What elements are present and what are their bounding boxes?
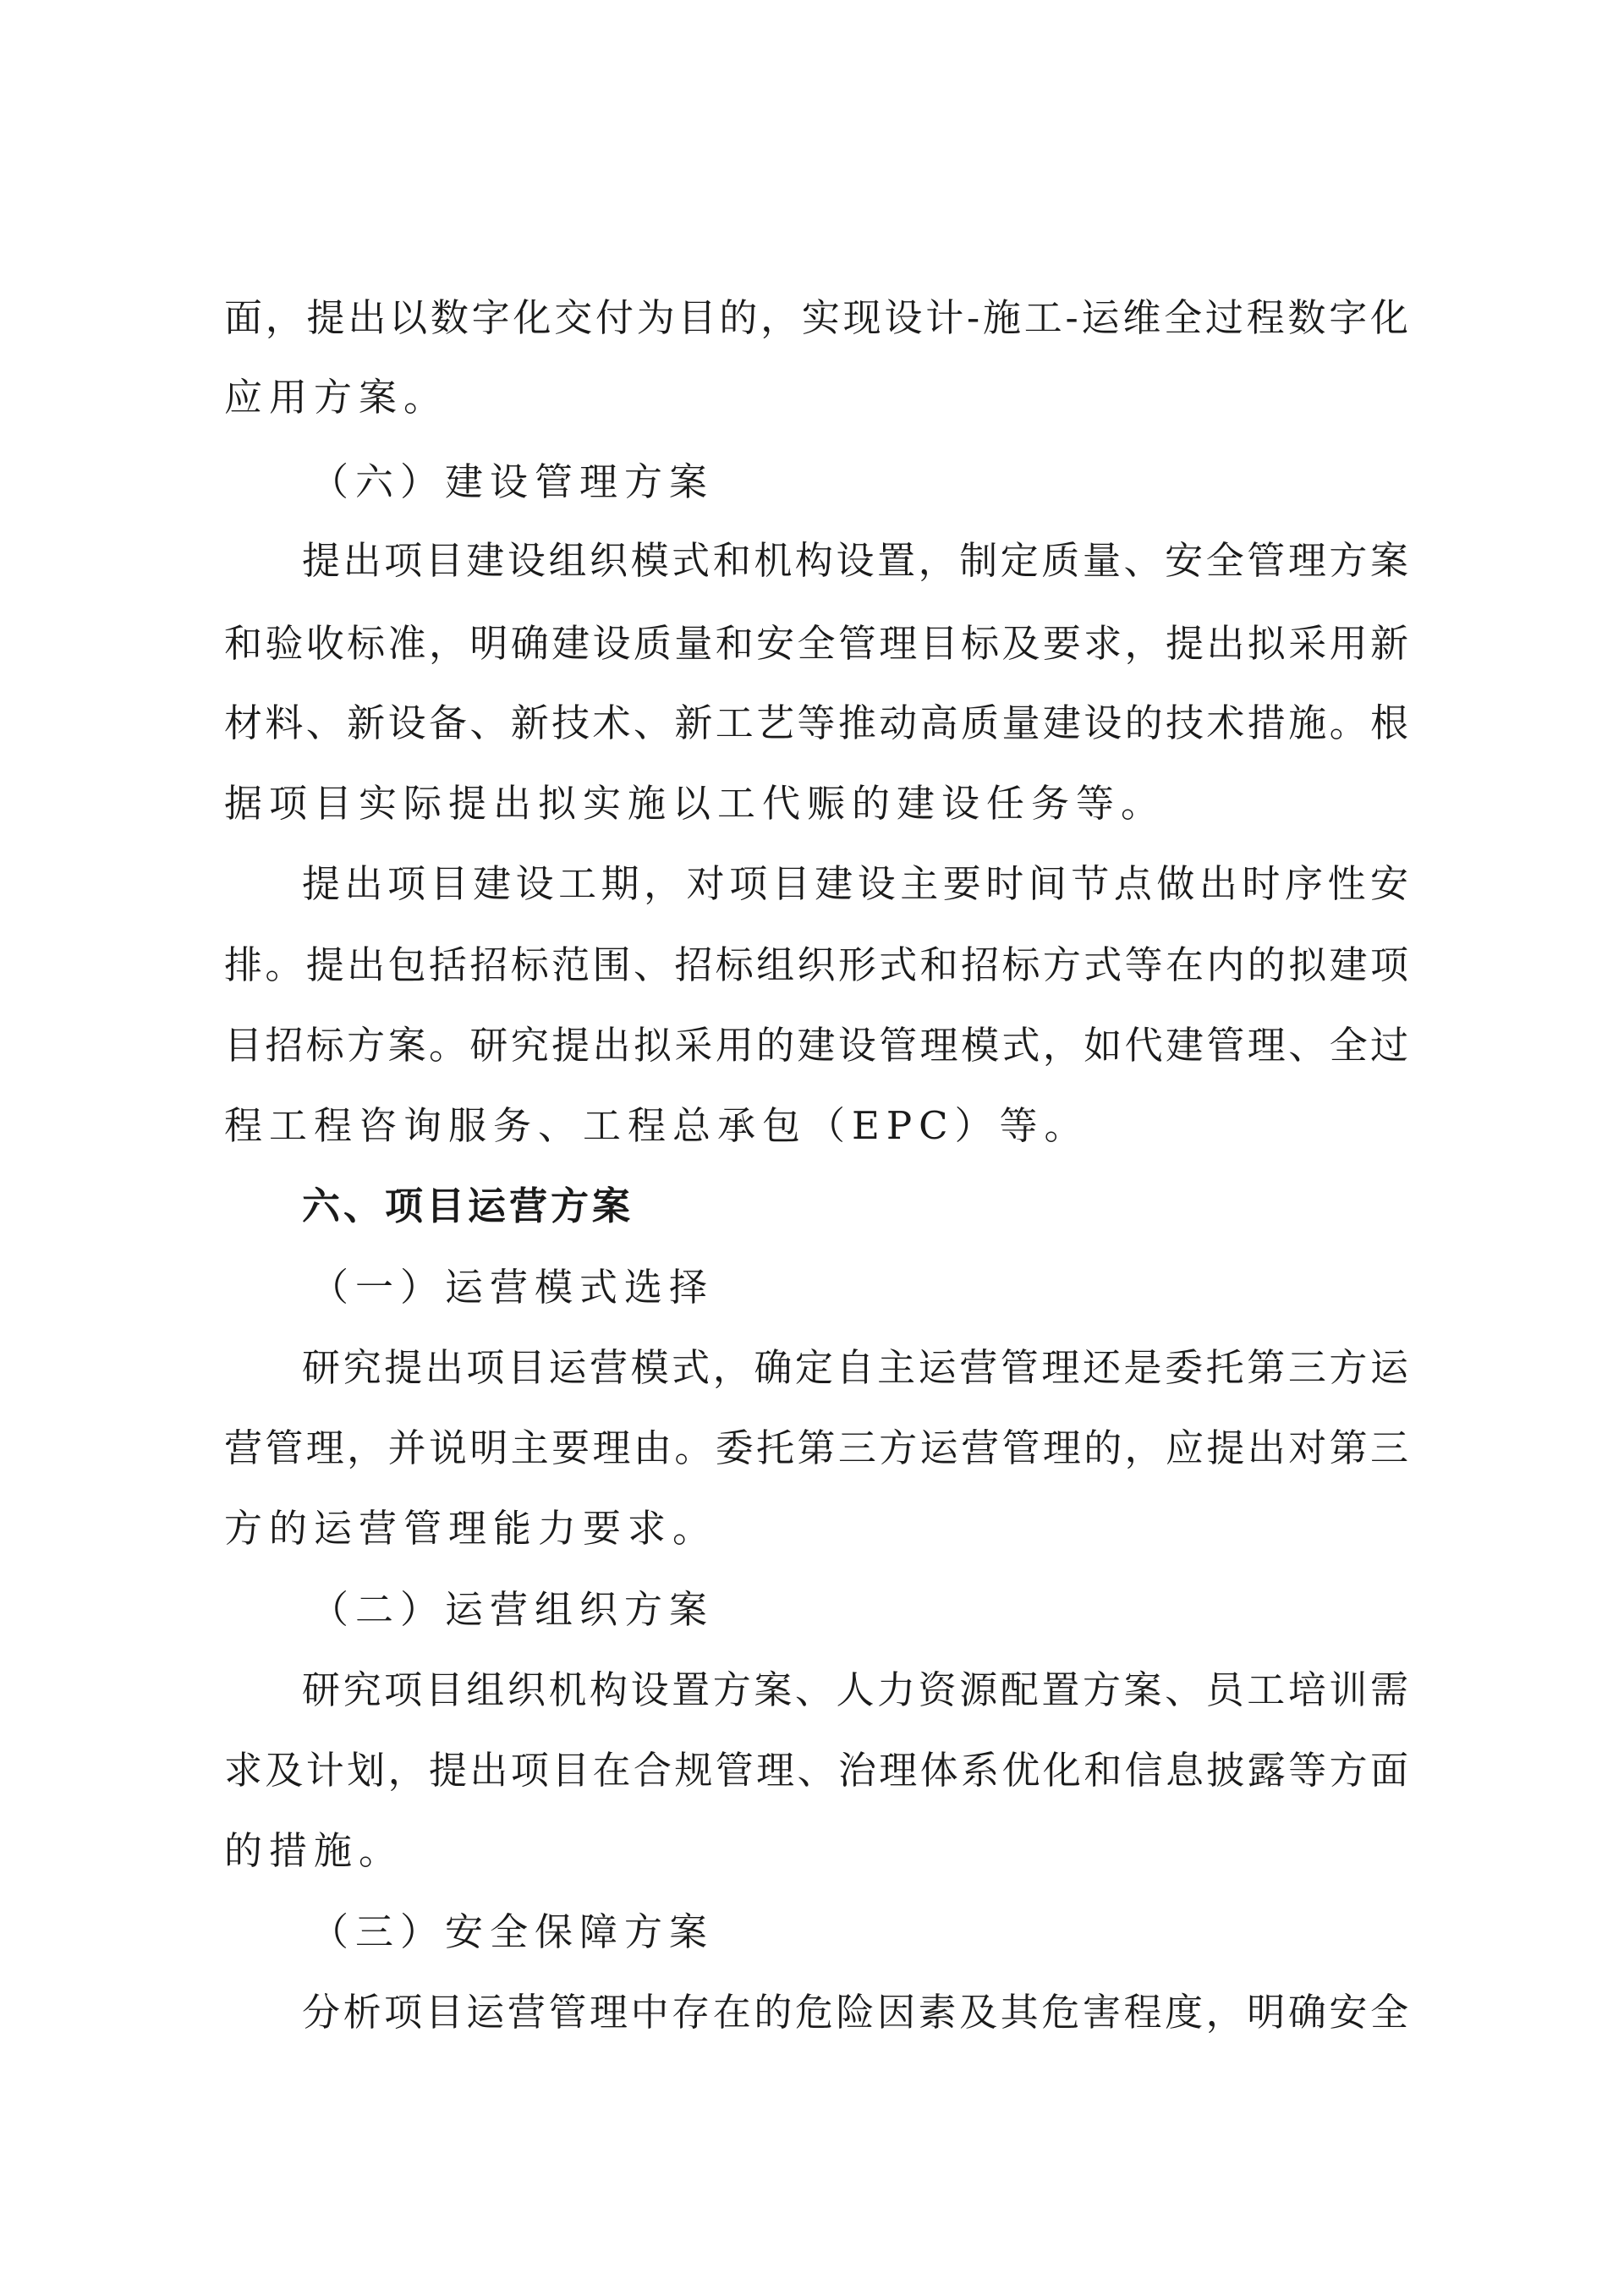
paragraph-line: 目招标方案。研究提出拟采用的建设管理模式，如代建管理、全过 <box>224 1023 1408 1068</box>
paragraph-line: 分析项目运营管理中存在的危险因素及其危害程度，明确安全 <box>302 1990 1408 2035</box>
paragraph-line: 研究提出项目运营模式，确定自主运营管理还是委托第三方运 <box>302 1345 1408 1390</box>
paragraph-line: 程工程咨询服务、工程总承包（EPC）等。 <box>224 1103 1089 1148</box>
section-heading-3: （三）安全保障方案 <box>310 1909 715 1954</box>
section-heading-6: （六）建设管理方案 <box>310 459 715 504</box>
chapter-heading: 六、项目运营方案 <box>302 1184 634 1228</box>
paragraph-line: 据项目实际提出拟实施以工代赈的建设任务等。 <box>224 781 1166 826</box>
paragraph-line: 材料、新设备、新技术、新工艺等推动高质量建设的技术措施。根 <box>224 700 1408 745</box>
section-heading-2: （二）运营组织方案 <box>310 1587 715 1632</box>
paragraph-line: 研究项目组织机构设置方案、人力资源配置方案、员工培训需 <box>302 1667 1408 1712</box>
paragraph-line: 提出项目建设组织模式和机构设置，制定质量、安全管理方案 <box>302 538 1408 583</box>
section-heading-1: （一）运营模式选择 <box>310 1265 715 1310</box>
paragraph-line: 应用方案。 <box>224 375 449 420</box>
paragraph-line: 排。提出包括招标范围、招标组织形式和招标方式等在内的拟建项 <box>224 942 1408 987</box>
paragraph-line: 和验收标准，明确建设质量和安全管理目标及要求，提出拟采用新 <box>224 621 1408 666</box>
paragraph-line: 的措施。 <box>224 1828 404 1873</box>
paragraph-line: 面，提出以数字化交付为目的，实现设计-施工-运维全过程数字化 <box>224 295 1408 340</box>
paragraph-line: 营管理，并说明主要理由。委托第三方运营管理的，应提出对第三 <box>224 1425 1408 1470</box>
paragraph-line: 求及计划，提出项目在合规管理、治理体系优化和信息披露等方面 <box>224 1748 1408 1793</box>
paragraph-line: 方的运营管理能力要求。 <box>224 1506 718 1551</box>
paragraph-line: 提出项目建设工期，对项目建设主要时间节点做出时序性安 <box>302 861 1408 906</box>
